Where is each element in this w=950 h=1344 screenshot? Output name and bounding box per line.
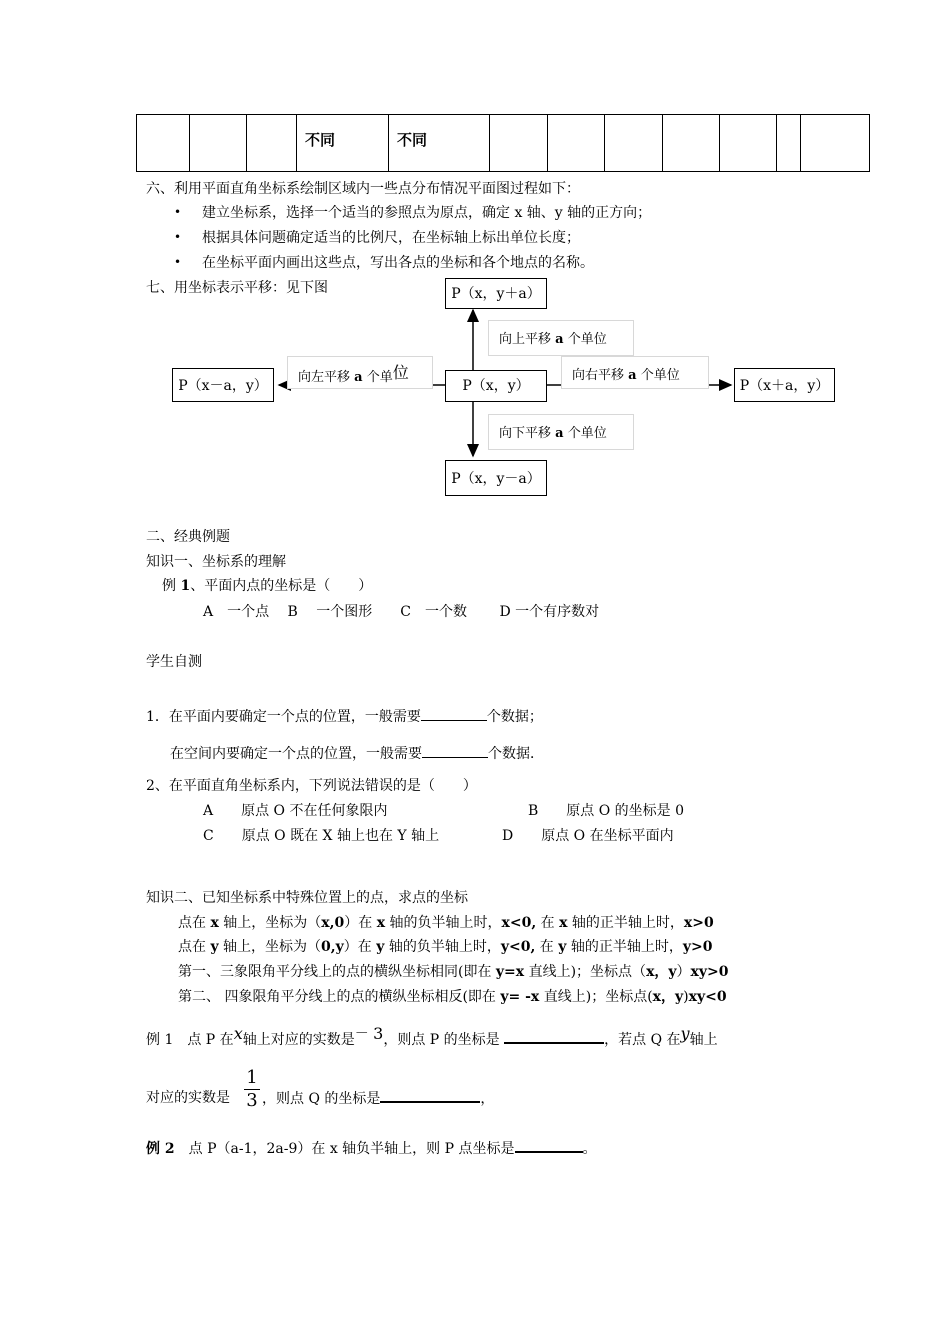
knowledge2-line1: 点在 x 轴上，坐标为（x,0）在 x 轴的负半轴上时，x<0, 在 x 轴的正半轴上时，x>0: [178, 915, 714, 931]
question2-option-c: C 原点 O 既在 X 轴上也在 Y 轴上: [203, 828, 440, 844]
knowledge1-title: 知识一、坐标系的理解: [146, 554, 286, 570]
problem2: 例 2 点 P（a-1，2a-9）在 x 轴负半轴上，则 P 点坐标是 。: [146, 1137, 597, 1158]
examples-heading: 二、经典例题: [146, 529, 230, 545]
fraction-one-third: [244, 1068, 260, 1111]
knowledge2-title: 知识二、已知坐标系中特殊位置上的点，求点的坐标: [146, 890, 468, 906]
fraction-denominator: 3: [246, 1090, 258, 1111]
problem1-line1: 例 1 点 P 在x轴上对应的实数是－ 3，则点 P 的坐标是 ，若点 Q 在y轴上: [146, 1024, 718, 1048]
section6-item: 根据具体问题确定适当的比例尺，在坐标轴上标出单位长度；: [202, 230, 580, 246]
question2-option-a: A 原点 O 不在任何象限内: [203, 803, 388, 819]
question1-line2: 在空间内要确定一个点的位置，一般需要 个数据．: [170, 743, 544, 763]
question1-line1: 1．在平面内要确定一个点的位置，一般需要 个数据；: [146, 706, 543, 726]
section6-item: 建立坐标系，选择一个适当的参照点为原点，确定 x 轴、y 轴的正方向；: [202, 205, 652, 221]
section7-title: 七、用坐标表示平移：见下图: [146, 280, 328, 296]
point-box-center: P（x，y）: [445, 370, 547, 402]
knowledge2-line3: 第一、三象限角平分线上的点的横纵坐标相同(即在 y=x 直线上)；坐标点（x，y）xy>0: [178, 964, 729, 980]
section6-title: 六、利用平面直角坐标系绘制区域内一些点分布情况平面图过程如下：: [146, 181, 580, 197]
problem1-line2-b: ，则点 Q 的坐标是 ，: [262, 1087, 494, 1108]
label-move-down: 向下平移 a 个单位: [488, 414, 634, 450]
label-move-right: 向右平移 a 个单位: [561, 356, 709, 389]
question2-option-b: B 原点 O 的坐标是 0: [528, 803, 685, 819]
section6-item: 在坐标平面内画出这些点，写出各点的坐标和各个地点的名称。: [202, 255, 594, 271]
table-cell-text: 不同: [305, 131, 336, 149]
knowledge2-line2: 点在 y 轴上，坐标为（0,y）在 y 轴的负半轴上时，y<0, 在 y 轴的正半轴上时，y>0: [178, 939, 713, 955]
self-test-title: 学生自测: [146, 654, 202, 670]
point-box-down: P（x，y－a）: [445, 460, 547, 496]
bullet: •: [174, 205, 182, 219]
point-box-right: P（x＋a，y）: [734, 368, 835, 402]
example1-options: A 一个点 B 一个图形 C 一个数 D 一个有序数对: [203, 604, 600, 620]
fraction-numerator: 1: [246, 1067, 258, 1088]
point-box-up: P（x，y＋a）: [445, 278, 547, 309]
knowledge2-line4: 第二、 四象限角平分线上的点的横纵坐标相反(即在 y= -x 直线上)；坐标点(x，y)xy<0: [178, 989, 727, 1005]
example1-question: 例 1、平面内点的坐标是（ ）: [162, 578, 373, 594]
bullet: •: [174, 255, 182, 269]
question2-option-d: D 原点 O 在坐标平面内: [502, 828, 674, 844]
table-cell-text: 不同: [397, 131, 428, 149]
translation-arrows: [0, 0, 950, 520]
label-move-left: 向左平移 a 个单位: [287, 356, 433, 389]
question2: 2、在平面直角坐标系内，下列说法错误的是（ ）: [146, 778, 477, 794]
bullet: •: [174, 230, 182, 244]
label-move-up: 向上平移 a 个单位: [488, 320, 634, 356]
problem1-line2-a: 对应的实数是: [146, 1090, 230, 1106]
point-box-left: P（x－a，y）: [172, 368, 274, 402]
